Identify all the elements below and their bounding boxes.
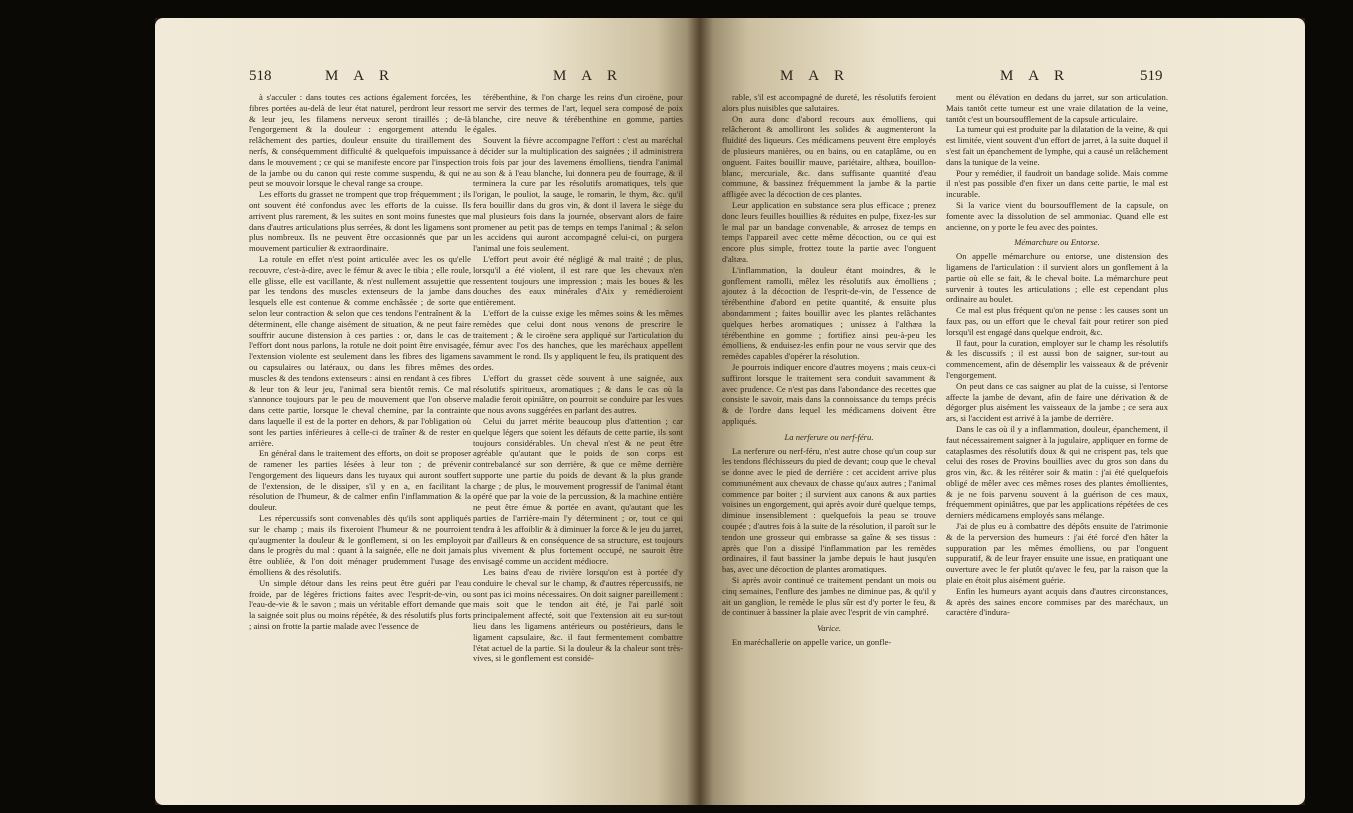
paragraph: rable, s'il est accompagné de dureté, les résolutifs feroient alors plus nuisibles que salutaires. xyxy=(722,92,936,113)
paragraph: On appelle mémarchure ou entorse, une distension des ligamens de l'articulation : il survient alors un gonflement à la partie où elle se fait, & le cheval boite. La mémarchure peut survenir à toutes les articulations ; elle est cependant plus ordinaire au boulet. xyxy=(946,251,1168,305)
open-book xyxy=(155,18,1305,805)
paragraph: Je pourrois indiquer encore d'autres moyens ; mais ceux-ci suffiront lorsque le traitement sera conduit savamment & avec prudence. Ce n'est pas dans l'abondance des recettes que consiste le savoir, mais dans la connoissance du temps précis & de l'ordre dans lequel les médicamens doivent être appliqués. xyxy=(722,361,936,426)
paragraph: La rotule en effet n'est point articulée avec les os qu'elle recouvre, c'est-à-dire, avec le fémur & avec le tibia ; elle roule, elle glisse, elle est vacillante, & n'est nullement assujettie que par les tendons des muscles extenseurs de la jambe dans lesquels elle est contenue & comme enchâssée ; de sorte que selon leur contraction & selon que ces tendons l'entraînent & la déterminent, elle change aisément de situation, & ne peut faire souffrir aucune distension à ces parties : or, dans le cas de l'effort dont nous parlons, la rotule ne doit point être envisagée, l'extension violente est seulement dans les fibres des ligamens ou capsulaires ou latéraux, ou dans les fibres mêmes des muscles & des tendons extenseurs : ainsi en rendant à ces fibres & leur ton & leur jeu, l'animal sera bientôt remis. Ce mal s'annonce toujours par le peu de mouvement que l'on observe dans cette partie, lorsque le cheval chemine, par la contrainte dans laquelle il est de la porter en dehors, & par l'obligation où sont les parties inférieures à celle-ci de traîner & de rester en arrière. xyxy=(249,253,471,448)
paragraph: L'effort peut avoir été négligé & mal traité ; de plus, lorsqu'il a été violent, il est rare que les chevaux n'en ressentent toujours une impression ; mais les boues & les douches des eaux minérales d'Aix y remédieroient entièrement. xyxy=(473,253,683,308)
paragraph: Ce mal est plus fréquent qu'on ne pense : les causes sont un faux pas, ou un effort que le cheval fait pour retirer son pied lorsqu'il est engagé dans quelque endroit, &c. xyxy=(946,305,1168,337)
left-page xyxy=(155,18,700,805)
paragraph: Enfin les humeurs ayant acquis dans d'autres circonstances, & après des saines encore commises par des maréchaux, un caractère d'indura- xyxy=(946,585,1168,618)
running-header-right-1: M A R xyxy=(780,68,851,84)
left-column-1 xyxy=(249,92,471,792)
paragraph: térébenthine, & l'on charge les reins d'un ciroëne, pour me servir des termes de l'art, lequel sera composé de poix blanche, cire neuve & térébenthine en gomme, parties égales. xyxy=(473,92,683,135)
paragraph: On aura donc d'abord recours aux émolliens, qui relâcheront & amolliront les solides & augmenteront la fluidité des liqueurs. Ces médicamens peuvent être employés de plusieurs manières, ou en bains, ou en cataplâme, ou en onguent. Faites bouillir mauve, pariétaire, althæa, bouillon-blanc, mercuriale, &c. dans suffisante quantité d'eau commune, & bassinez fréquemment la jambe & la partie affligée avec la décoction de ces plantes. xyxy=(722,113,936,200)
running-header-left-2: M A R xyxy=(553,68,624,84)
paragraph: Pour y remédier, il faudroit un bandage solide. Mais comme il n'est pas possible d'en fixer un dans cette partie, le mal est incurable. xyxy=(946,167,1168,200)
paragraph: Les bains d'eau de rivière lorsqu'on est à portée d'y conduire le cheval sur le champ, & d'autres répercussifs, ne sont pas ici moins nécessaires. On doit saigner pareillement : mais soit que le tendon ait été, je l'ai parlé soit principalement affecté, soit que l'extension ait eu sur-tout lieu dans les ligamens antérieurs ou postérieurs, dans le ligament capsulaire, &c. il faut fermentement combattre l'état actuel de la partie. Si la douleur & la chaleur sont très-vives, si le gonflement est considé- xyxy=(473,567,683,664)
left-column-2 xyxy=(473,92,683,792)
paragraph: Si la varice vient du boursoufflement de la capsule, on fomente avec la dissolution de sel ammoniac. Quand elle est ancienne, on y porte le feu avec des pointes. xyxy=(946,199,1168,232)
right-column-1 xyxy=(722,92,936,792)
paragraph: On peut dans ce cas saigner au plat de la cuisse, si l'entorse affecte la jambe de devant, afin de faire une dérivation & de dégorger plus aisément les vaisseaux de la jambe ; ce sera aux ars, si l'accident est arrivé à la jambe de derrière. xyxy=(946,380,1168,424)
paragraph: En général dans le traitement des efforts, on doit se proposer de ramener les parties lésées à leur ton ; de prévenir l'engorgement des liqueurs dans les tuyaux qui auront souffert de l'extension, de le dissiper, s'il y en a, en facilitant la résolution de l'humeur, & de calmer enfin l'inflammation & la douleur. xyxy=(249,448,471,513)
paragraph: La tumeur qui est produite par la dilatation de la veine, & qui est limitée, vient souvent d'un effort de jarret, à la suite duquel il s'est fait un épanchement de lymphe, qui a causé un relâchement dans la tunique de la veine. xyxy=(946,124,1168,167)
right-column-2 xyxy=(946,92,1168,792)
section-heading: Mémarchure ou Entorse. xyxy=(1014,237,1100,248)
section-heading: La nerferure ou nerf-féru. xyxy=(784,431,874,442)
paragraph: ment ou élévation en dedans du jarret, sur son articulation. Mais tantôt cette tumeur est une vraie dilatation de la veine, tantôt c'est un boursoufflement de la capsule articulaire. xyxy=(946,92,1168,124)
paragraph: Souvent la fièvre accompagne l'effort : c'est au maréchal à décider sur la multiplication des saignées ; il administrera trois fois par jour des lavemens émolliens, tiendra l'animal au son & à l'eau blanche, lui donnera peu de fourrage, & il terminera la cure par les résolutifs aromatiques, tels que l'origan, le pouliot, la sauge, le romarin, le thym, &c. qu'il fera bouillir dans du gros vin, & dont il lavera le siège du mal plusieurs fois dans la journée, observant alors de faire promener au petit pas de temps en temps l'animal ; & selon les accidens qui auront accompagné celui-ci, on purgera l'animal une fois seulement. xyxy=(473,135,683,254)
page-number-left: 518 xyxy=(249,68,272,84)
paragraph: Leur application en substance sera plus efficace ; prenez donc leurs feuilles bouillies & réduites en pulpe, fixez-les sur le mal par un bandage convenable, & arrosez de temps en temps l'appareil avec cette même décoction, ou ce qui est encore plus simple, frottez toute la partie avec l'onguent d'altæa. xyxy=(722,199,936,264)
paragraph: Dans le cas où il y a inflammation, douleur, épanchement, il faut nécessairement saigner à la jugulaire, appliquer en forme de cataplasmes des résolutifs doux & qui ne crispent pas, tels que celui des roses de Provins bouillies avec du gros son dans du gros vin, &c. & les réitérer soir & matin : j'ai été quelquefois obligé de mêler avec ces mêmes roses des plantes émollientes, & je ne fois parvenu souvent à la guérison de ces maux, fréquemment opiniâtres, que par les applications répétées de ces derniers médicamens employés sans mélange. xyxy=(946,423,1168,521)
paragraph: Si après avoir continué ce traitement pendant un mois ou cinq semaines, l'enflure des jambes ne diminue pas, & qu'il y ait un ganglion, le remède le plus sûr est d'y porter le feu, & de continuer à bassiner la plaie avec l'esprit de vin camphré. xyxy=(722,575,936,618)
paragraph: J'ai de plus eu à combattre des dépôts ensuite de l'atrimonie & de la perversion des humeurs : j'ai été forcé d'en hâter la suppuration par les mêmes émolliens, ou par l'onguent suppuratif, & de leur frayer ensuite une issue, en pratiquant une ouverture avec le fer plutôt qu'avec le feu, par la raison que la plaie en étoit plus aisément guérie. xyxy=(946,521,1168,586)
page-number-right: 519 xyxy=(1140,68,1163,84)
paragraph: Il faut, pour la curation, employer sur le champ les résolutifs & les discussifs ; il est aussi bon de saigner, sur-tout au commencement, afin de désemplir les vaisseaux & de prévenir l'engorgement. xyxy=(946,337,1168,380)
paragraph: L'effort de la cuisse exige les mêmes soins & les mêmes remèdes que celui dont nous venons de prescrire le traitement ; & le ciroëne sera appliqué sur l'articulation du fémur avec l'os des hanches, que les maréchaux appellent savamment le rond. Ils y appliquent le feu, ils pratiquent des ordes. xyxy=(473,307,683,372)
paragraph: La nerferure ou nerf-féru, n'est autre chose qu'un coup sur les tendons fléchisseurs du pied de devant; coup que le cheval se donne avec le pied de derrière : cet accident arrive plus communément aux chevaux de chasse qu'aux autres ; l'animal commence par boiter ; il survient aux canons & aux parties voisines un engorgement, qui après avoir duré quelque temps, diminue insensiblement : quelquefois la peau se trouve coupée ; d'autres fois à la suite de la résolution, il paroît sur le tendon une grosseur qui embrasse sa gaîne & ses tissus : après que l'on a dissipé l'inflammation par les remèdes ordinaires, il faut bassiner la jambe depuis le haut jusqu'en bas, avec une décoction de plantes aromatiques. xyxy=(722,445,936,575)
paragraph: Un simple détour dans les reins peut être guéri par l'eau froide, par de légères frictions faites avec l'esprit-de-vin, ou l'eau-de-vie & le savon ; mais un véritable effort demande que la saignée soit plus ou moins répétée, & des résolutifs plus forts ; ainsi on frotte la partie malade avec l'essence de xyxy=(249,577,471,632)
paragraph: Celui du jarret mérite beaucoup plus d'attention ; car quelque légers que soient les défauts de cette partie, ils sont toujours considérables. Un cheval n'est & ne peut être agréable qu'autant que le poids de son corps est contrebalancé sur son derrière, & que ce même derrière supporte une partie du poids de devant & la plus grande charge ; de plus, le mouvement progressif de l'animal étant opéré que par la voie de la percussion, & la machine entière ne peut être émue & portée en avant, qu'autant que les parties de l'arrière-main l'y déterminent ; or, tout ce qui tendra à les affoiblir & à diminuer la force & le jeu du jarret, par d'ailleurs & en conséquence de sa structure, est toujours plus vivement & plus fortement occupé, ne sauroit être envisagé comme un accident médiocre. xyxy=(473,415,683,567)
section-heading: Varice. xyxy=(816,623,842,634)
right-page xyxy=(700,18,1305,805)
paragraph: à s'acculer : dans toutes ces actions également forcées, les fibres portées au-delà de leur état naturel, perdront leur ressort & leur jeu, les filamens nerveux seront tiraillés ; de-là l'engorgement & la douleur : engorgement attendu le relâchement des parties, douleur ensuite du tiraillement des nerfs, & conséquemment difficulté & quelquefois impuissance dans le mouvement ; ce qui se manifeste encore par l'inspection de la jambe ou du canon qui reste comme suspendu, & qui ne peut se mouvoir lorsque le cheval range sa croupe. xyxy=(249,92,471,189)
paragraph: L'effort du grasset cède souvent à une saignée, aux résolutifs spiritueux, aromatiques ; & dans le cas où la maladie feroit opiniâtre, on pourroit se conduire par les vues que nous avons suggérées en parlant des autres. xyxy=(473,372,683,416)
paragraph: Les répercussifs sont convenables dès qu'ils sont appliqués sur le champ ; mais ils fixeroient l'humeur & ne pourroient qu'augmenter la douleur & le gonflement, si on les employoit dans le progrès du mal : quant à la saignée, elle ne doit jamais être oubliée, & l'on doit ménager prudemment l'usage des émolliens & des résolutifs. xyxy=(249,513,471,578)
running-header-left-1: M A R xyxy=(325,68,396,84)
paragraph: L'inflammation, la douleur étant moindres, & le gonflement ramolli, mêlez les résolutifs aux émolliens ; ajoutez à la décoction de l'esprit-de-vin, de l'essence de térébenthine d'abord en petite quantité, & ensuite plus abondamment ; faites bouillir avec les plantes relâchantes quelques herbes aromatiques ; unissez à l'althæa la térébenthine en gomme ; fortifiez ainsi peu-à-peu les émolliens, & enduisez-les enfin pour ne vous servir que des remèdes capables d'opérer la résolution. xyxy=(722,264,936,362)
paragraph: En maréchallerie on appelle varice, un gonfle- xyxy=(732,637,892,648)
running-header-right-2: M A R xyxy=(1000,68,1071,84)
paragraph: Les efforts du grasset ne trompent que trop fréquemment ; ils ont souvent été confondus avec les efforts de la cuisse. Ils arrivent plus rarement, & les suites en sont moins funestes que dans d'autres articulations plus serrées, & dont les ligamens sont plus nombreux. Ils ne peuvent être occasionnés que par un mouvement particulier & extraordinaire. xyxy=(249,189,471,254)
